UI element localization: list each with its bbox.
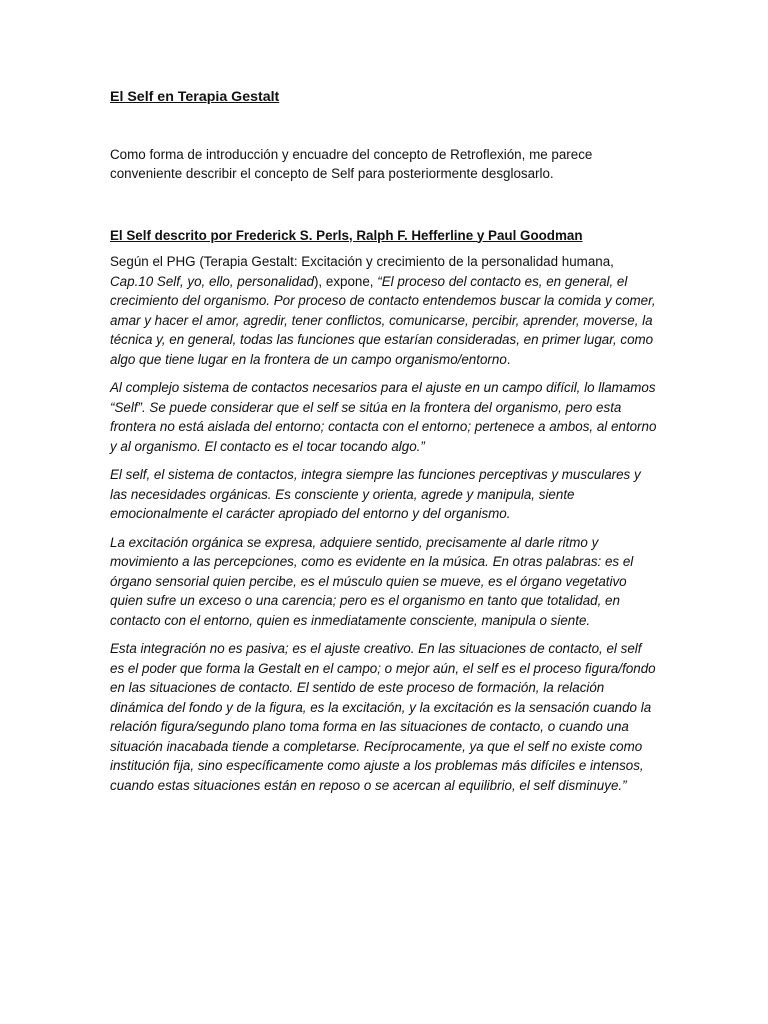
document-body [110, 88, 658, 804]
paragraph-1-chapter: Cap.10 Self, yo, ello, personalidad [110, 273, 314, 289]
section-heading: El Self descrito por Frederick S. Perls, Ralph F. Hefferline y Paul Goodman [110, 227, 583, 243]
paragraph-1 [110, 252, 658, 369]
paragraph-2: Al complejo sistema de contactos necesarios para el ajuste en un campo difícil, lo llamamos “Self”. Se puede considerar que el self se sitúa en la frontera del organismo, pero esta frontera no está aislada del entorno; contacta con el entorno; pertenece a ambos, al entorno y al organismo. El contacto es el tocar tocando algo.” [110, 380, 657, 454]
paragraph-1-end: . [506, 351, 511, 367]
intro-paragraph: Como forma de introducción y encuadre del concepto de Retroflexión, me parece conveniente describir el concepto de Self para posteriormente desglosarlo. [110, 146, 593, 181]
paragraph-1-middle: ), expone, [313, 273, 378, 289]
paragraph-5: Esta integración no es pasiva; es el ajuste creativo. En las situaciones de contacto, el self es el poder que forma la Gestalt en el campo; o mejor aún, el self es el proceso figura/fondo en las situaciones de contacto. El sentido de este proceso de formación, la relación dinámica del fondo y de la figura, es la excitación, y la excitación es la sensación cuando la relación figura/segundo plano toma forma en las situaciones de contacto, o cuando una situación inacabada tiende a completarse. Recíprocamente, ya que el self no existe como institución fija, sino específicamente como ajuste a los problemas más difíciles e intensos, cuando estas situaciones están en reposo o se acercan al equilibrio, el self disminuye.” [110, 641, 656, 793]
paragraph-1-quote: “El proceso del contacto es, en general, el crecimiento del organismo. Por proceso de contacto entendemos buscar la comida y comer, amar y hacer el amor, agredir, tener conflictos, comunicarse, percibir, aprender, moverse, la técnica y, en general, todas las funciones que estarían consideradas, en primer lugar, como algo que tiene lugar en la frontera de un campo organismo/entorno [110, 273, 656, 367]
paragraph-4: La excitación orgánica se expresa, adquiere sentido, precisamente al darle ritmo y movimiento a las percepciones, como es evidente en la música. En otras palabras: es el órgano sensorial quien percibe, es el músculo quien se mueve, es el órgano vegetativo quien sufre un exceso o una carencia; pero es el organismo en tanto que totalidad, en contacto con el entorno, quien es inmediatamente consciente, manipula o siente. [110, 534, 634, 628]
document-title: El Self en Terapia Gestalt [110, 89, 280, 105]
paragraph-3: El self, el sistema de contactos, integra siempre las funciones perceptivas y musculares y las necesidades orgánicas. Es consciente y orienta, agrede y manipula, siente emocionalmente el carácter apropiado del entorno y del organismo. [110, 467, 641, 521]
paragraph-1-lead: Según el PHG (Terapia Gestalt: Excitación y crecimiento de la personalidad humana, [110, 254, 614, 269]
